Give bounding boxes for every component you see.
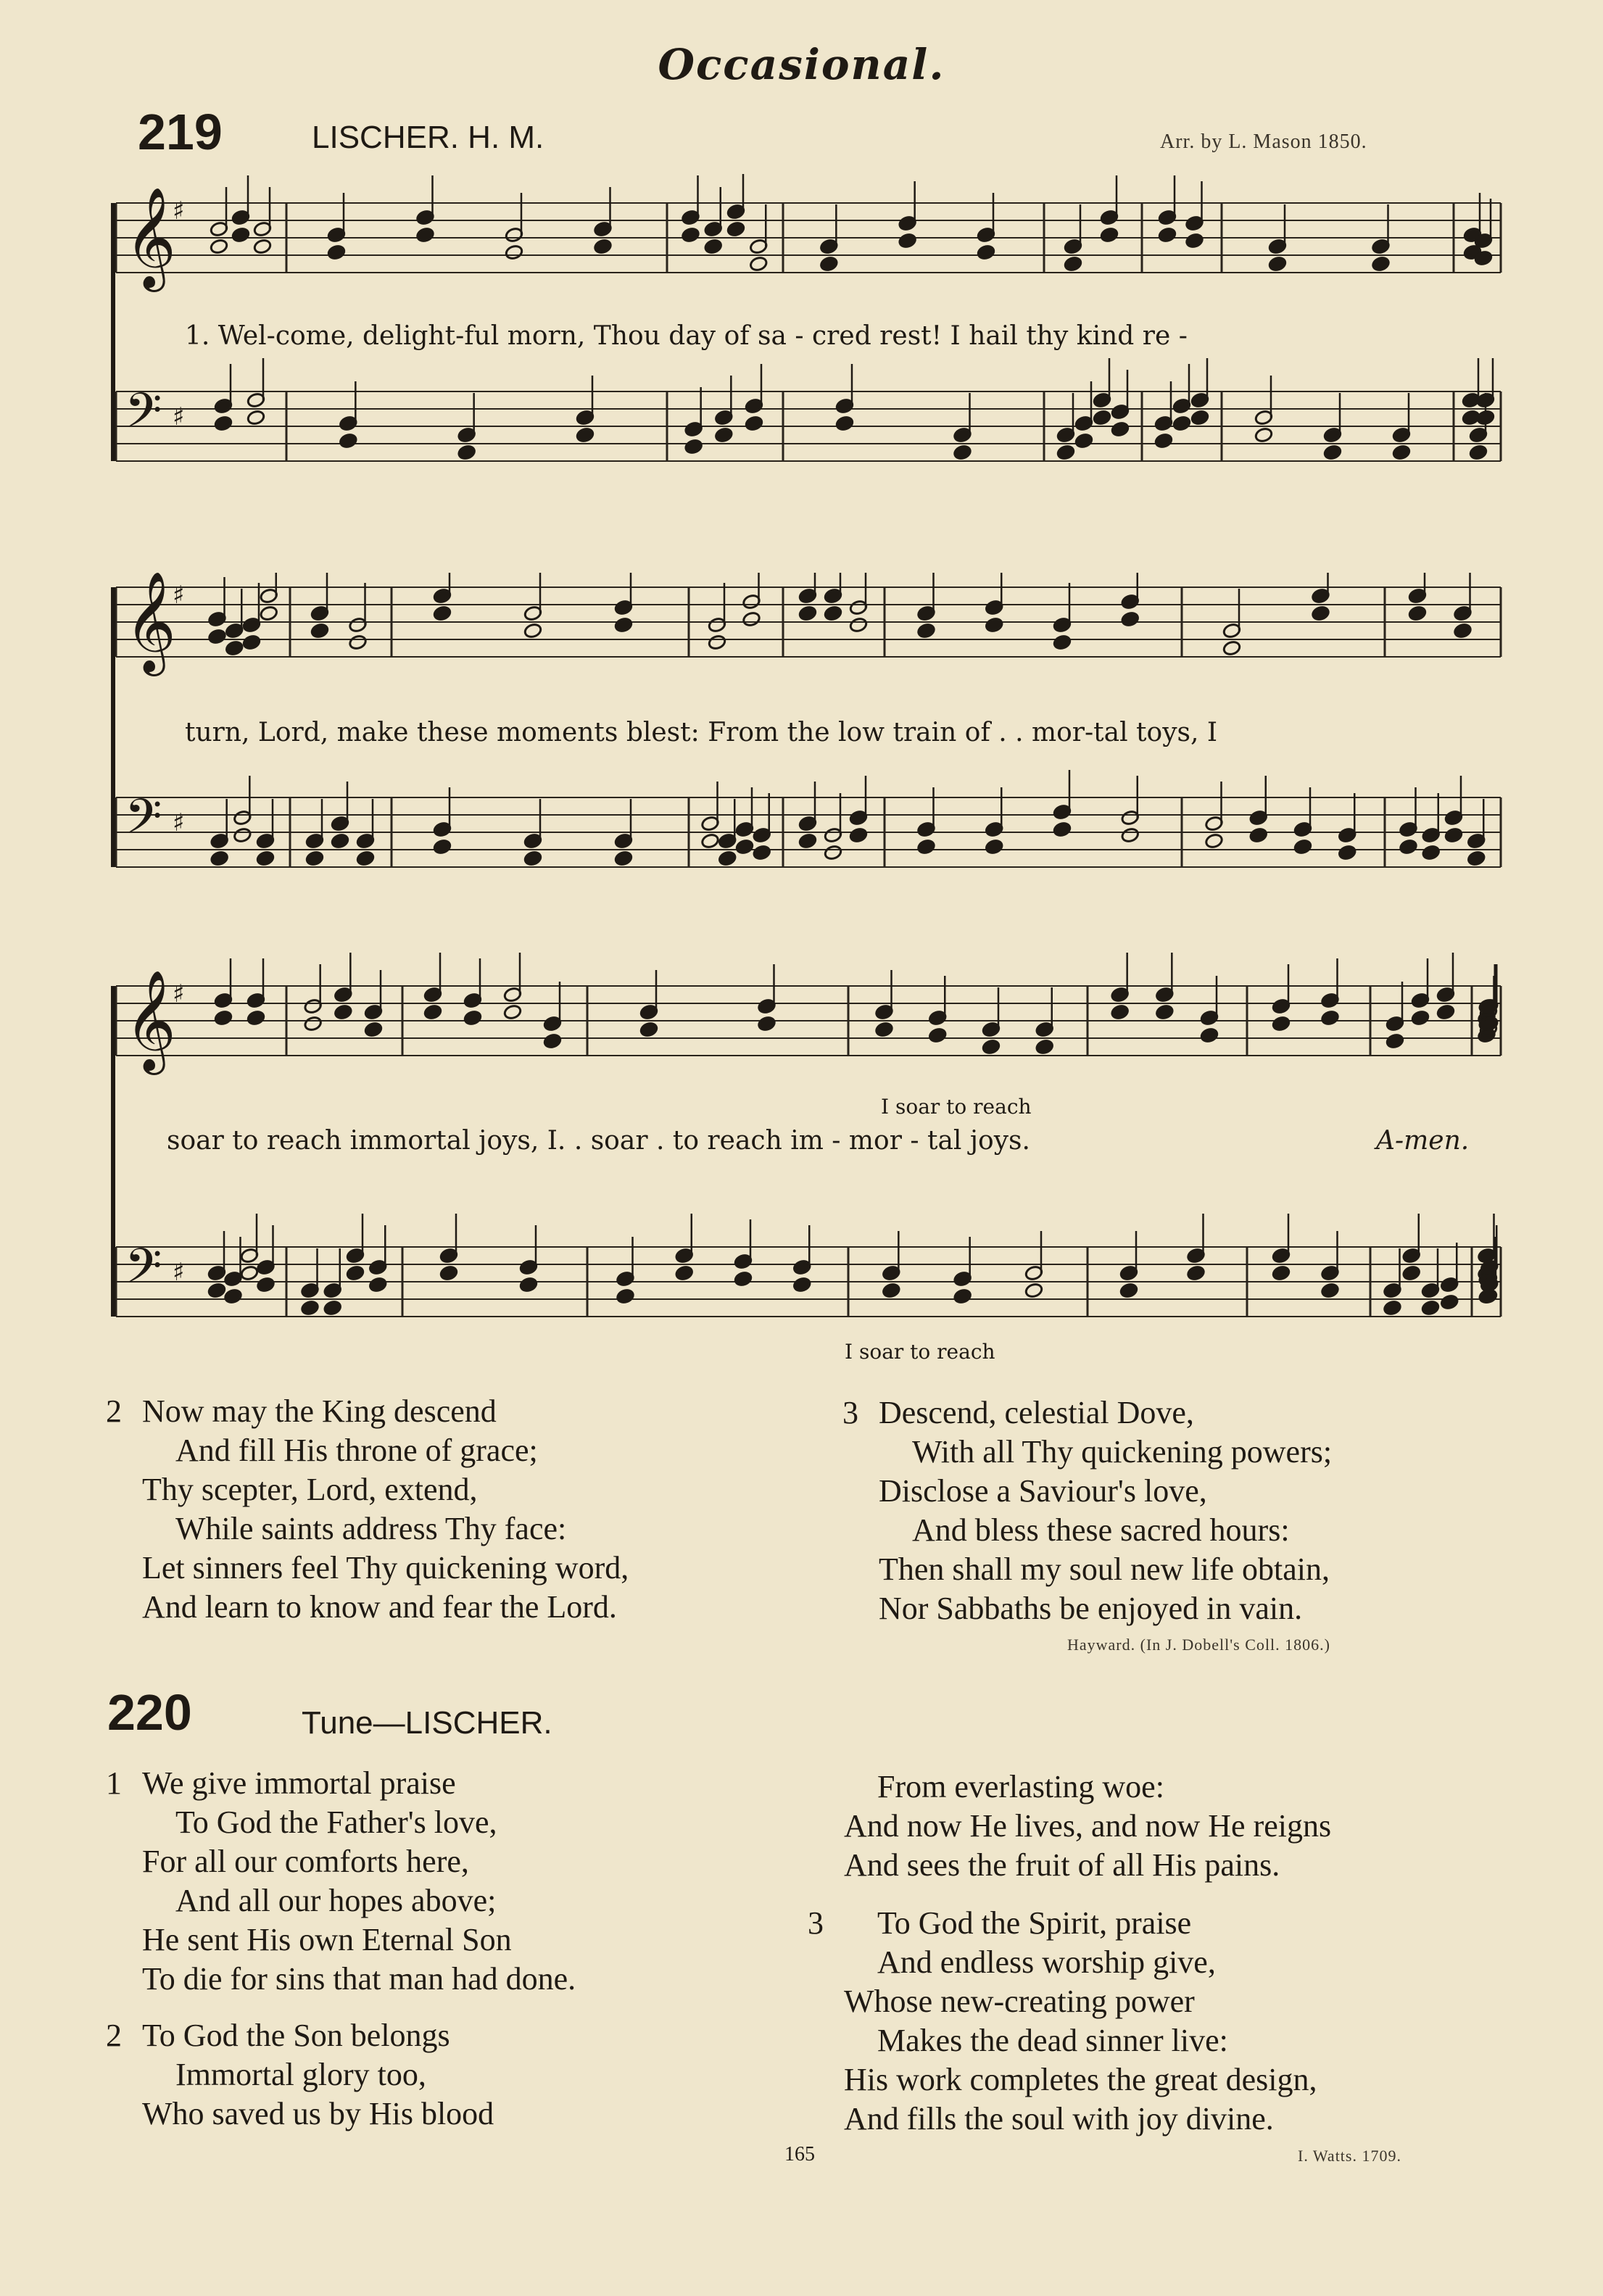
note-head xyxy=(849,617,868,634)
hymn-220-tune: Tune—LISCHER. xyxy=(302,1705,552,1741)
note-head xyxy=(1155,1004,1174,1021)
note-head xyxy=(256,1277,275,1293)
note-head xyxy=(798,833,817,850)
note-head xyxy=(503,1004,522,1021)
note-head xyxy=(708,634,726,651)
note-head xyxy=(207,1282,226,1299)
note-head xyxy=(233,827,252,844)
sharp-icon: ♯ xyxy=(173,979,185,1008)
note-head xyxy=(356,850,375,867)
sharp-icon: ♯ xyxy=(173,402,185,431)
note-head xyxy=(523,850,542,867)
note-head xyxy=(849,827,868,844)
hymn-220-verse-1: 1 We give immortal praise To God the Father's love, For all our comforts here, And all our hopes above; He sent His own Eternal Son To die for sins that man had done. xyxy=(106,1765,576,1997)
note-head xyxy=(684,439,703,455)
note-head xyxy=(835,415,854,432)
note-head xyxy=(1204,833,1223,850)
staff xyxy=(116,358,1501,461)
note-head xyxy=(210,239,228,255)
hymn-220-verse-3: 3 To God the Spirit, praise And endless worship give, Whose new-creating power Makes the dead sinner live: His work completes the great design, And fills the soul with joy divine. xyxy=(808,1905,1317,2137)
note-head xyxy=(953,1288,972,1305)
hymn-219-composer: Arr. by L. Mason 1850. xyxy=(1160,130,1367,153)
note-head xyxy=(339,433,357,449)
note-head xyxy=(928,1027,947,1044)
note-head xyxy=(1154,433,1173,449)
note-head xyxy=(1185,233,1204,249)
hymn-220-attribution: I. Watts. 1709. xyxy=(1298,2147,1401,2165)
treble-clef-icon: 𝄞 xyxy=(125,970,176,1071)
note-head xyxy=(1476,410,1495,426)
note-head xyxy=(745,415,763,432)
note-head xyxy=(225,640,244,657)
note-head xyxy=(1385,1033,1404,1050)
hymn-220-verse-2-continued: From everlasting woe: And now He lives, and now He reigns And sees the fruit of all His pains. xyxy=(844,1769,1332,1883)
staff xyxy=(116,770,1501,867)
note-head xyxy=(734,1271,753,1288)
note-head xyxy=(1190,410,1209,426)
note-head xyxy=(240,1265,259,1282)
note-head xyxy=(753,845,771,861)
note-head xyxy=(1338,845,1356,861)
note-head xyxy=(1186,1265,1205,1282)
treble-clef-icon: 𝄞 xyxy=(125,187,176,288)
bass-clef-icon: 𝄢 xyxy=(125,789,162,856)
note-head xyxy=(423,1004,442,1021)
note-head xyxy=(726,221,745,238)
hymn-219-amen: A-men. xyxy=(1376,1126,1470,1156)
note-head xyxy=(457,444,476,461)
note-head xyxy=(439,1265,458,1282)
note-head xyxy=(798,605,817,622)
note-head xyxy=(415,227,434,244)
note-head xyxy=(614,850,633,867)
note-head xyxy=(543,1033,562,1050)
note-head xyxy=(1158,227,1177,244)
note-head xyxy=(1440,1294,1459,1311)
note-head xyxy=(519,1277,538,1293)
note-head xyxy=(214,415,233,432)
note-head xyxy=(207,629,226,645)
note-head xyxy=(1249,827,1268,844)
note-head xyxy=(616,1288,634,1305)
note-head xyxy=(1119,1282,1138,1299)
note-head xyxy=(1121,827,1140,844)
note-head xyxy=(985,617,1003,634)
sharp-icon: ♯ xyxy=(173,581,185,610)
hymn-219-attribution: Hayward. (In J. Dobell's Coll. 1806.) xyxy=(1067,1636,1330,1654)
staff xyxy=(116,953,1501,1075)
note-head xyxy=(260,605,278,622)
note-head xyxy=(1402,1265,1421,1282)
hymn-219-verse-2: 2 Now may the King descend And fill His throne of grace; Thy scepter, Lord, extend, While saints address Thy face: Let sinners feel Thy quickening word, And learn to know and fear the Lord. xyxy=(106,1393,629,1625)
sharp-icon: ♯ xyxy=(173,808,185,837)
note-head xyxy=(242,634,261,651)
note-head xyxy=(1320,1010,1339,1027)
note-head xyxy=(1444,827,1463,844)
note-head xyxy=(982,1039,1001,1056)
note-head xyxy=(1093,410,1111,426)
note-head xyxy=(1272,1265,1291,1282)
note-head xyxy=(1100,227,1119,244)
note-head xyxy=(331,833,349,850)
note-head xyxy=(1408,605,1427,622)
note-head xyxy=(1323,444,1342,461)
note-head xyxy=(1111,1004,1130,1021)
note-head xyxy=(593,239,612,255)
staff xyxy=(116,174,1501,292)
note-head xyxy=(1469,444,1488,461)
note-head xyxy=(824,605,842,622)
note-head xyxy=(1421,1300,1440,1317)
note-head xyxy=(704,239,723,255)
note-head xyxy=(757,1016,776,1032)
note-head xyxy=(916,623,935,639)
note-head xyxy=(223,1288,242,1305)
note-head xyxy=(1467,850,1486,867)
note-head xyxy=(1422,845,1441,861)
note-head xyxy=(323,1300,342,1317)
note-head xyxy=(247,1010,265,1027)
note-head xyxy=(305,850,324,867)
hymn-219-number: 219 xyxy=(138,104,223,160)
note-head xyxy=(1035,1039,1054,1056)
note-head xyxy=(433,605,452,622)
note-head xyxy=(1053,634,1072,651)
note-head xyxy=(1222,640,1241,657)
note-head xyxy=(256,850,275,867)
note-head xyxy=(1200,1027,1219,1044)
note-head xyxy=(1272,1016,1291,1032)
note-head xyxy=(300,1300,319,1317)
hymn-219-small-label-2: I soar to reach xyxy=(845,1340,995,1364)
note-head xyxy=(1172,415,1191,432)
note-head xyxy=(700,833,719,850)
note-head xyxy=(681,227,700,244)
note-head xyxy=(348,634,367,651)
note-head xyxy=(1056,444,1075,461)
note-head xyxy=(346,1265,365,1282)
page-heading: Occasional. xyxy=(658,40,945,89)
note-head xyxy=(1024,1282,1043,1299)
hymn-220-number: 220 xyxy=(107,1684,192,1741)
note-head xyxy=(1111,421,1130,438)
note-head xyxy=(742,611,761,628)
note-head xyxy=(327,244,346,261)
note-head xyxy=(1293,839,1312,855)
hymn-219-lyrics-line-3: soar to reach immortal joys, I. . soar . to reach im - mor - tal joys. xyxy=(167,1126,1030,1156)
note-head xyxy=(214,1010,233,1027)
note-head xyxy=(874,1021,893,1038)
note-head xyxy=(985,839,1003,855)
note-head xyxy=(310,623,329,639)
note-head xyxy=(1383,1300,1401,1317)
bass-clef-icon: 𝄢 xyxy=(125,383,162,450)
note-head xyxy=(977,244,995,261)
note-head xyxy=(1320,1282,1339,1299)
hymn-219-verse-3: 3 Descend, celestial Dove, With all Thy quickening powers; Disclose a Saviour's love, And bless these sacred hours: Then shall my soul new life obtain, Nor Sabbaths be enjoyed in vain. xyxy=(842,1395,1333,1626)
note-head xyxy=(1371,256,1390,273)
note-head xyxy=(1074,433,1093,449)
note-head xyxy=(675,1265,694,1282)
note-head xyxy=(523,623,542,639)
note-head xyxy=(819,256,838,273)
note-head xyxy=(433,839,452,855)
hymn-220-verse-2: 2 To God the Son belongs Immortal glory too, Who saved us by His blood xyxy=(106,2018,494,2131)
note-head xyxy=(1411,1010,1430,1027)
note-head xyxy=(639,1021,658,1038)
note-head xyxy=(953,444,972,461)
note-head xyxy=(576,427,595,444)
note-head xyxy=(1254,427,1273,444)
sharp-icon: ♯ xyxy=(173,196,185,225)
staff xyxy=(116,1214,1501,1317)
note-head xyxy=(749,256,768,273)
note-head xyxy=(792,1277,811,1293)
note-head xyxy=(231,227,250,244)
note-head xyxy=(334,1004,352,1021)
hymn-219-lyrics-line-1: 1. Wel-come, delight-ful morn, Thou day of sa - cred rest! I hail thy kind re - xyxy=(185,321,1188,351)
note-head xyxy=(882,1282,900,1299)
hymn-219-small-label-1: I soar to reach xyxy=(881,1095,1032,1119)
note-head xyxy=(1399,839,1417,855)
note-head xyxy=(916,839,935,855)
note-head xyxy=(1064,256,1082,273)
note-head xyxy=(1268,256,1287,273)
note-head xyxy=(304,1016,323,1032)
note-head xyxy=(505,244,523,261)
note-head xyxy=(714,427,733,444)
note-head xyxy=(463,1010,482,1027)
note-head xyxy=(1311,605,1330,622)
note-head xyxy=(210,850,229,867)
note-head xyxy=(1453,623,1472,639)
note-head xyxy=(247,410,265,426)
hymn-219-tune: LISCHER. H. M. xyxy=(312,120,544,155)
note-head xyxy=(898,233,917,249)
bass-clef-icon: 𝄢 xyxy=(125,1238,162,1306)
note-head xyxy=(1436,1004,1455,1021)
note-head xyxy=(718,850,737,867)
note-head xyxy=(364,1021,383,1038)
note-head xyxy=(253,239,272,255)
note-head xyxy=(824,845,842,861)
note-head xyxy=(1053,821,1072,838)
staff xyxy=(116,573,1501,676)
hymn-219-lyrics-line-2: turn, Lord, make these moments blest: From the low train of . . mor-tal toys, I xyxy=(185,718,1218,747)
note-head xyxy=(368,1277,387,1293)
sharp-icon: ♯ xyxy=(173,1258,185,1287)
note-head xyxy=(1392,444,1411,461)
treble-clef-icon: 𝄞 xyxy=(125,573,176,672)
note-head xyxy=(735,839,754,855)
note-head xyxy=(614,617,633,634)
page-number: 165 xyxy=(784,2143,815,2166)
note-head xyxy=(1121,611,1140,628)
